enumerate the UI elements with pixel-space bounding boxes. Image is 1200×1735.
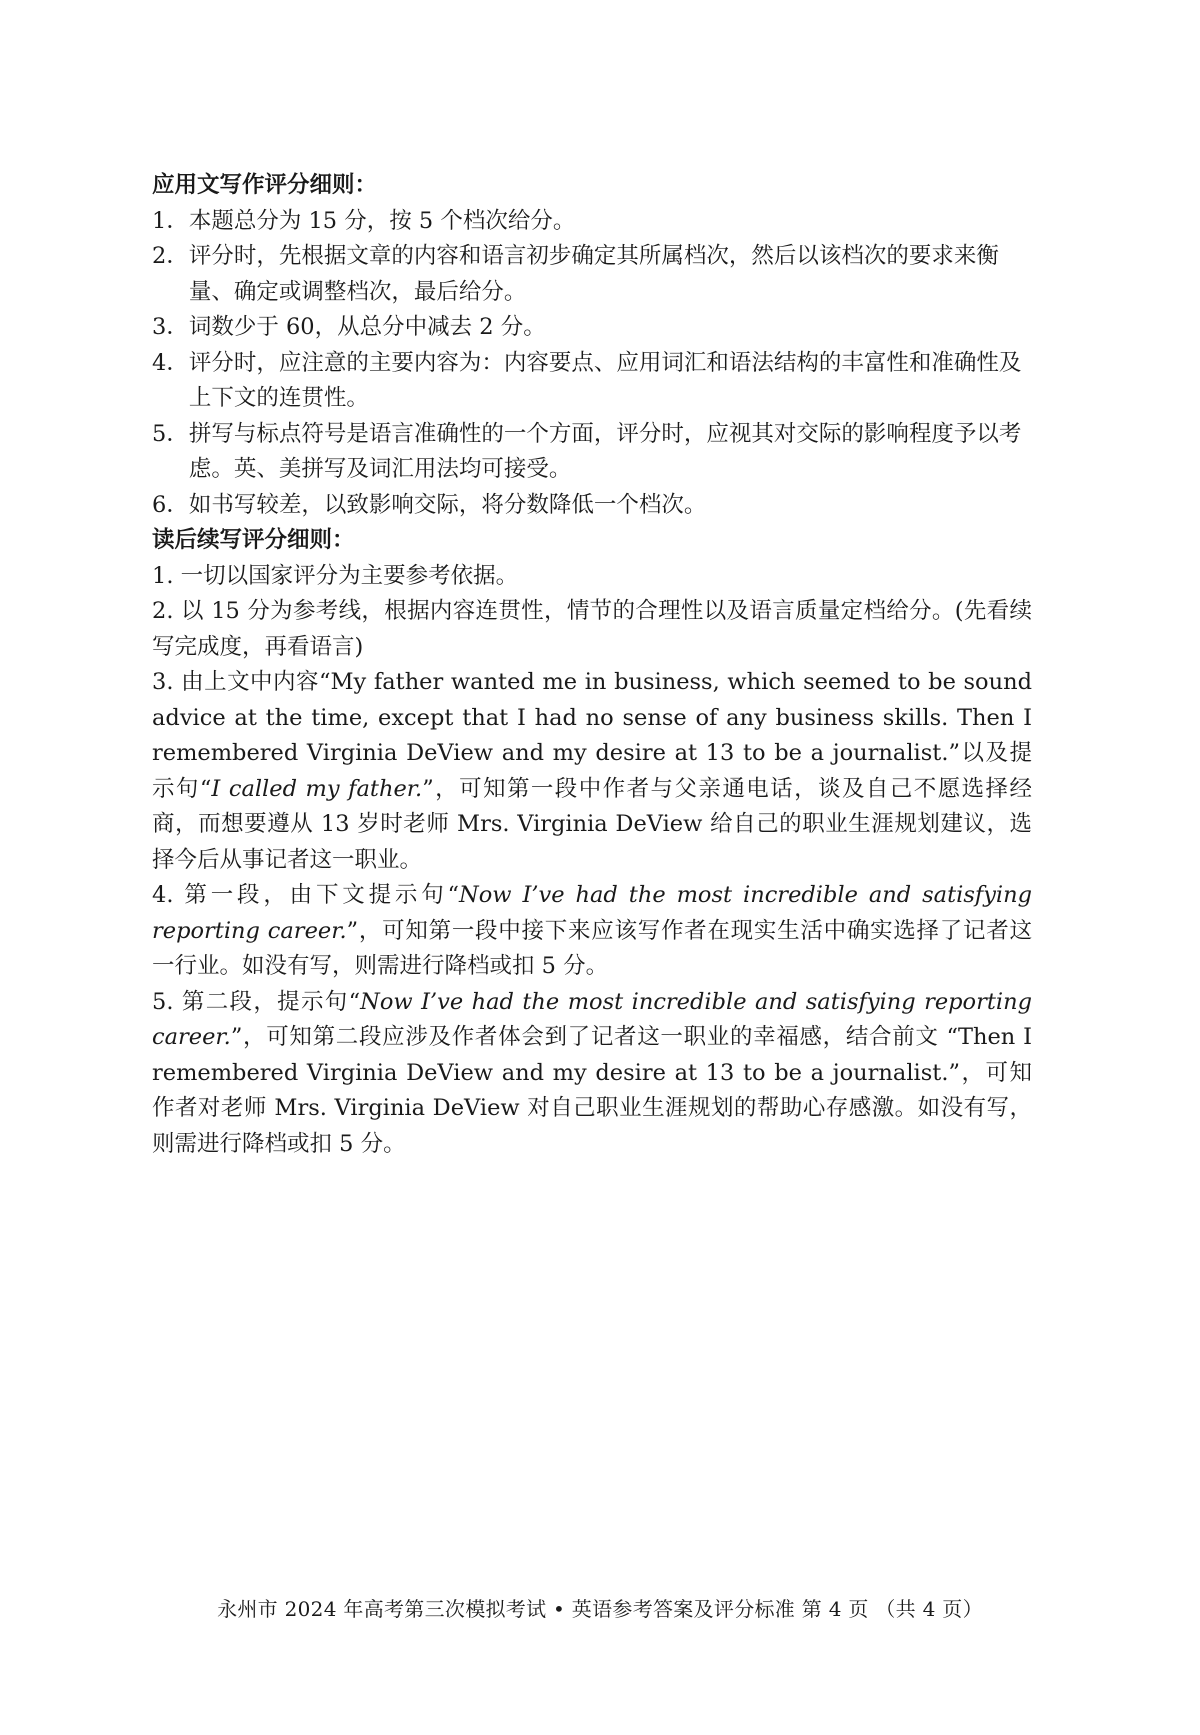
hint-sentence: Now I’ve had the most incredible and satisfying reporting career. bbox=[152, 988, 1032, 1050]
rule-number: 1． bbox=[152, 207, 189, 234]
page-content bbox=[152, 168, 1032, 1162]
rule-text: 如书写较差，以致影响交际，将分数降低一个档次。 bbox=[188, 491, 707, 518]
rule-number: 3． bbox=[152, 314, 189, 340]
hint-sentence: I called my father. bbox=[211, 775, 423, 802]
rule-text: 词数少于 60，从总分中减去 2 分。 bbox=[188, 314, 546, 340]
rule-item bbox=[152, 488, 1032, 524]
rule-text: 5. 第二段，提示句“ bbox=[152, 988, 361, 1015]
rule-text: 拼写与标点符号是语言准确性的一个方面，评分时，应视其对交际的影响程度予以考虑。英、美拼写及词汇用法均可接受。 bbox=[188, 420, 1022, 482]
rule-text: ”，可知第一段中作者与父亲通电话，谈及自己不愿选择经商，而想要遵从 13 岁时老师 Mrs. Virginia DeView 给自己的职业生涯规划建议，选择今后从事记者这一职业。 bbox=[152, 775, 1032, 873]
section-heading-continuation-writing: 读后续写评分细则： bbox=[152, 527, 355, 553]
continuation-rule-5 bbox=[152, 985, 1032, 1163]
rule-number: 6． bbox=[152, 491, 189, 518]
rule-item bbox=[152, 310, 1032, 346]
rule-item bbox=[152, 239, 1032, 310]
rule-text: 评分时，应注意的主要内容为：内容要点、应用词汇和语法结构的丰富性和准确性及上下文的连贯性。 bbox=[188, 349, 1022, 411]
rule-text: 本题总分为 15 分，按 5 个档次给分。 bbox=[188, 207, 576, 234]
rule-text: 3. 由上文中内容“My father wanted me in business, which seemed to be sound advice at the time, except that I had no sense of any business skills. Then I remembered Virginia DeView and my desire at 13 to be a journalist.”以及提示句“ bbox=[152, 669, 1032, 802]
rule-text: 4. 第一段，由下文提示句“ bbox=[152, 882, 460, 908]
rule-item bbox=[152, 204, 1032, 240]
continuation-rule-4 bbox=[152, 878, 1032, 985]
continuation-rule-3 bbox=[152, 665, 1032, 878]
rule-number: 5． bbox=[152, 420, 189, 447]
hint-sentence: Now I’ve had the most incredible and satisfying reporting career. bbox=[152, 882, 1033, 944]
rule-item bbox=[152, 346, 1032, 417]
rule-number: 4． bbox=[152, 349, 189, 376]
rule-item bbox=[152, 417, 1032, 488]
continuation-rule-2: 2. 以 15 分为参考线，根据内容连贯性，情节的合理性以及语言质量定档给分。(先看续写完成度，再看语言) bbox=[152, 598, 1032, 660]
continuation-rule-1: 1. 一切以国家评分为主要参考依据。 bbox=[152, 562, 519, 589]
rule-number: 2． bbox=[152, 243, 189, 269]
page-footer: 永州市 2024 年高考第三次模拟考试 • 英语参考答案及评分标准 第 4 页 （共 4 页） bbox=[217, 1597, 983, 1621]
section-heading-practical-writing: 应用文写作评分细则： bbox=[152, 172, 378, 198]
rule-text: ”，可知第一段中接下来应该写作者在现实生活中确实选择了记者这一行业。如没有写，则需进行降档或扣 5 分。 bbox=[152, 917, 1032, 979]
rule-text: 评分时，先根据文章的内容和语言初步确定其所属档次，然后以该档次的要求来衡量、确定或调整档次，最后给分。 bbox=[188, 243, 999, 305]
rule-text: ”，可知第二段应涉及作者体会到了记者这一职业的幸福感，结合前文 “Then I remembered Virginia DeView and my desire at 13 to be a journalist.”，可知作者对老师 Mrs. Virginia DeView 对自己职业生涯规划的帮助心存感激。如没有写，则需进行降档或扣 5 分。 bbox=[152, 1024, 1032, 1157]
